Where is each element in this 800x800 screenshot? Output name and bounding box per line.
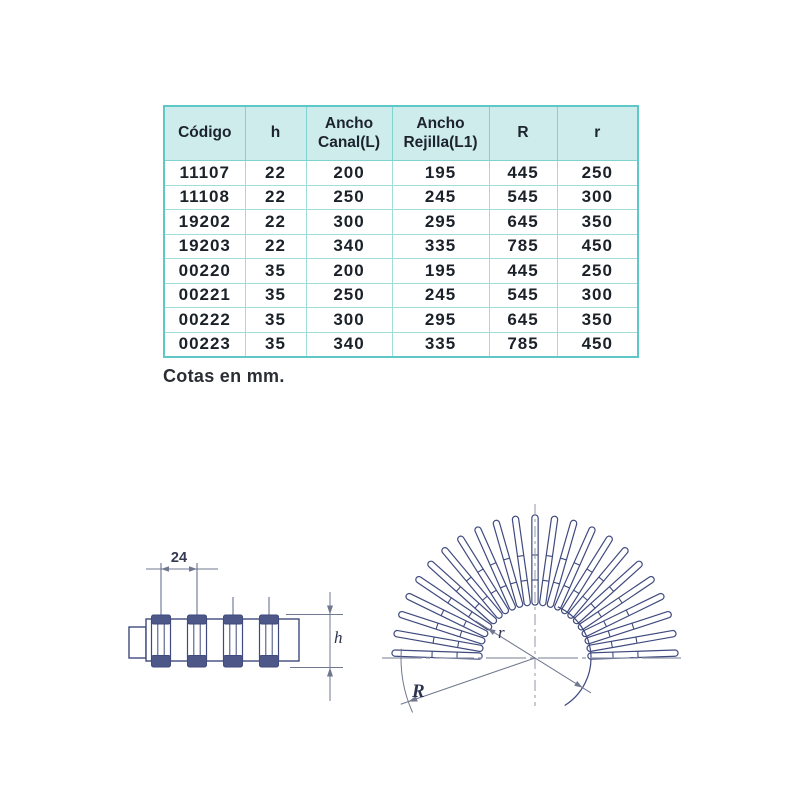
table-cell: 545 xyxy=(489,185,557,210)
table-cell: 35 xyxy=(245,283,306,308)
table-cell: 200 xyxy=(306,161,392,186)
table-cell: 00221 xyxy=(164,283,245,308)
fan-shapes xyxy=(382,504,681,713)
table-cell: 19203 xyxy=(164,234,245,259)
units-note: Cotas en mm. xyxy=(163,366,285,386)
table-cell: 785 xyxy=(489,234,557,259)
table-cell: 300 xyxy=(557,283,638,308)
column-header: Código xyxy=(164,106,245,161)
table-cell: 250 xyxy=(557,161,638,186)
spec-table-container xyxy=(163,105,639,358)
table-cell: 300 xyxy=(557,185,638,210)
table-cell: 200 xyxy=(306,259,392,284)
spec-table-head xyxy=(164,106,638,161)
table-cell: 335 xyxy=(392,234,489,259)
table-cell: 250 xyxy=(306,283,392,308)
table-cell: 350 xyxy=(557,210,638,235)
table-cell: 11107 xyxy=(164,161,245,186)
height-dimension-label: h xyxy=(334,628,343,647)
table-cell: 785 xyxy=(489,332,557,357)
spec-table-body xyxy=(164,161,638,358)
table-cell: 22 xyxy=(245,234,306,259)
profile-shapes xyxy=(129,563,343,701)
table-cell: 00223 xyxy=(164,332,245,357)
table-row xyxy=(164,283,638,308)
table-cell: 35 xyxy=(245,308,306,333)
table-cell: 300 xyxy=(306,308,392,333)
table-cell: 450 xyxy=(557,332,638,357)
table-cell: 645 xyxy=(489,308,557,333)
table-cell: 350 xyxy=(557,308,638,333)
table-cell: 22 xyxy=(245,185,306,210)
pitch-dimension-label: 24 xyxy=(170,550,188,566)
table-cell: 19202 xyxy=(164,210,245,235)
table-cell: 22 xyxy=(245,210,306,235)
table-cell: 295 xyxy=(392,308,489,333)
table-cell: 340 xyxy=(306,234,392,259)
column-header: R xyxy=(489,106,557,161)
table-row xyxy=(164,234,638,259)
column-header: h xyxy=(245,106,306,161)
table-cell: 250 xyxy=(306,185,392,210)
table-cell: 195 xyxy=(392,259,489,284)
spec-table xyxy=(163,105,639,358)
profile-diagram xyxy=(118,540,348,710)
table-cell: 295 xyxy=(392,210,489,235)
table-cell: 195 xyxy=(392,161,489,186)
table-cell: 250 xyxy=(557,259,638,284)
table-cell: 22 xyxy=(245,161,306,186)
column-header: Ancho Canal(L) xyxy=(306,106,392,161)
table-row xyxy=(164,308,638,333)
table-cell: 335 xyxy=(392,332,489,357)
table-cell: 545 xyxy=(489,283,557,308)
table-cell: 00220 xyxy=(164,259,245,284)
table-cell: 11108 xyxy=(164,185,245,210)
table-cell: 35 xyxy=(245,259,306,284)
table-row xyxy=(164,210,638,235)
outer-radius-label: R xyxy=(412,681,425,702)
table-row xyxy=(164,185,638,210)
table-cell: 340 xyxy=(306,332,392,357)
inner-radius-label: r xyxy=(498,623,505,642)
table-cell: 245 xyxy=(392,185,489,210)
column-header: r xyxy=(557,106,638,161)
table-cell: 35 xyxy=(245,332,306,357)
curve-diagram xyxy=(378,498,688,728)
table-cell: 00222 xyxy=(164,308,245,333)
table-cell: 300 xyxy=(306,210,392,235)
table-row xyxy=(164,161,638,186)
column-header: Ancho Rejilla(L1) xyxy=(392,106,489,161)
table-row xyxy=(164,332,638,357)
table-cell: 445 xyxy=(489,161,557,186)
table-cell: 245 xyxy=(392,283,489,308)
table-cell: 445 xyxy=(489,259,557,284)
table-row xyxy=(164,259,638,284)
table-cell: 645 xyxy=(489,210,557,235)
table-cell: 450 xyxy=(557,234,638,259)
